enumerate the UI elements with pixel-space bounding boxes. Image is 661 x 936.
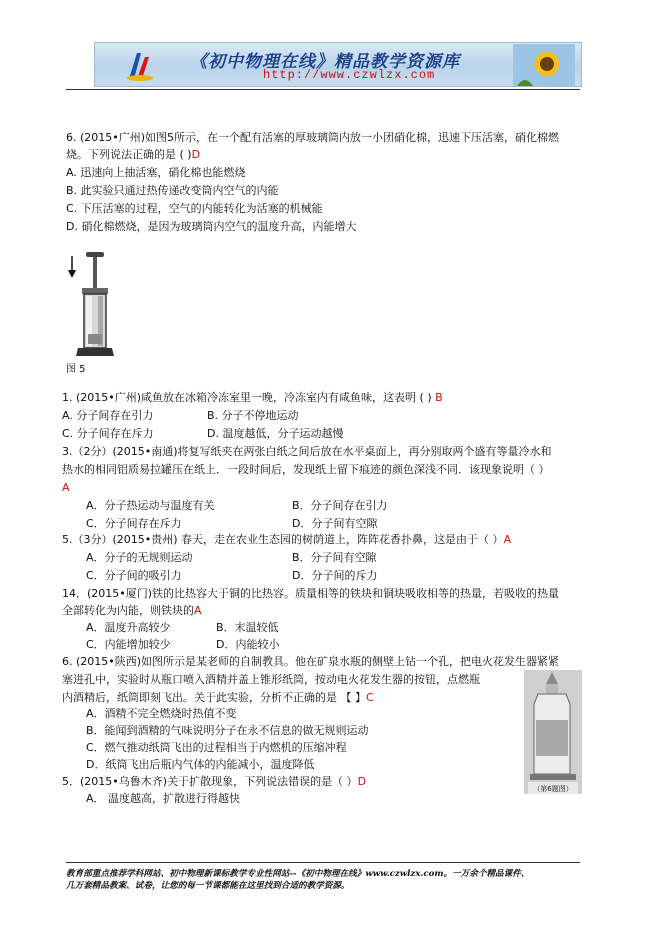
fig5-caption: 图 5 [66,364,86,375]
q1-option-b: B. 分子不停地运动 [207,409,299,422]
q3-line1: 3.（2分）(2015•南通)将复写纸夹在两张白纸之间后放在水平桌面上，再分别取两个盛有等量冷水和 [62,445,552,458]
q14-line1: 14．(2015•厦门)铁的比热容大于铜的比热容。质量相等的铁块和铜块吸收相等的热量，若吸收的热量 [62,587,560,600]
q6b-line2: 塞进孔中，实验时从瓶口喷入酒精并盖上锥形纸筒，按动电火花发生器的按钮，点燃瓶 [62,673,480,686]
q5b-option-a: A． 温度越高，扩散进行得越快 [86,792,241,805]
q5a-option-d: D．分子间的斥力 [292,569,378,582]
q3-line2: 热水的相同铝质易拉罐压在纸上．一段时间后，发现纸上留下痕迹的颜色深浅不同．该现象说明（ ） [62,463,550,476]
q3-option-a: A．分子热运动与温度有关 [86,499,215,512]
q14-line2: 全部转化为内能，则铁块的A [62,604,202,617]
q6b-line1: 6. (2015•陕西)如图所示是某老师的自制教具。他在矿泉水瓶的侧壁上钻一个孔，把电火花发生器紧紧 [62,655,560,668]
banner-url[interactable]: http://www.czwlzx.com [263,68,436,82]
footer-rule [66,862,580,863]
q5a-option-c: C．分子间的吸引力 [86,569,182,582]
q6b-option-d: D．纸筒飞出后瓶内气体的内能减小，温度降低 [86,758,315,771]
q6a-option-c: C. 下压活塞的过程，空气的内能转化为活塞的机械能 [66,202,323,215]
q6a-option-b: B. 此实验只通过热传递改变筒内空气的内能 [66,184,279,197]
q3-option-b: B．分子间存在引力 [292,499,388,512]
sunflower-icon [513,44,575,86]
logo-icon [125,49,155,81]
q3-option-d: D．分子间有空隙 [292,517,378,530]
q1-option-a: A. 分子间存在引力 [62,409,154,422]
q6a-line1: 6. (2015•广州)如图5所示，在一个配有活塞的厚玻璃筒内放一小团硝化棉，迅速下压活塞，硝化棉燃 [66,131,560,144]
q5a-line1: 5.（3分）(2015•贵州) 春天，走在农业生态园的树荫道上，阵阵花香扑鼻，这是由于（ ）A [62,533,512,546]
q5a-answer: A [503,533,512,546]
q6b-option-b: B．能闻到酒精的气味说明分子在永不信息的做无规则运动 [86,724,369,737]
q5b-line1: 5．(2015•乌鲁木齐)关于扩散现象，下列说法错误的是（ ）D [62,775,367,788]
q1-option-d: D. 温度越低，分子运动越慢 [207,427,344,440]
q6b-option-c: C．燃气推动纸筒飞出的过程相当于内燃机的压缩冲程 [86,741,347,754]
q14-option-b: B．末温较低 [216,621,279,634]
banner-title: 《初中物理在线》精品教学资源库 [190,52,460,72]
header-banner [94,42,582,87]
q6b-option-a: A．酒精不完全燃烧时热值不变 [86,707,237,720]
glass-cylinder-figure [64,252,118,362]
footer-line1: 教育部重点推荐学科网站、初中物理新课标教学专业性网站--《初中物理在线》www.czwlzx.com。一万余个精品课件、 [66,869,530,879]
fig6-caption: （第6题图） [533,785,573,793]
footer-line2: 几万套精品教案、试卷，让您的每一节课都能在这里找到合适的教学资源。 [66,881,350,891]
q3-option-c: C．分子间存在斥力 [86,517,182,530]
q6b-line3: 内酒精后，纸筒即刻飞出。关于此实验，分析不正确的是 【 】C [62,691,374,704]
q5b-answer: D [357,775,367,788]
q3-answer: A [62,481,70,494]
q6a-line2: 烧。下列说法正确的是 ( )D [66,148,201,161]
q1-line1: 1. (2015•广州)咸鱼放在冰箱冷冻室里一晚，冷冻室内有咸鱼味，这表明 ( ) B [62,391,443,404]
q14-option-d: D．内能较小 [216,638,280,651]
q5a-option-a: A．分子的无规则运动 [86,551,193,564]
q14-answer: A [194,604,202,617]
q6b-answer: C [366,691,374,704]
q5a-option-b: B．分子间有空隙 [292,551,377,564]
q1-option-c: C. 分子间存在斥力 [62,427,154,440]
q14-option-c: C．内能增加较少 [86,638,171,651]
q6a-option-a: A. 迅速向上抽活塞，硝化棉也能燃烧 [66,166,246,179]
q6a-option-d: D. 硝化棉燃烧，是因为玻璃筒内空气的温度升高，内能增大 [66,220,357,233]
q14-option-a: A．温度升高较少 [86,621,171,634]
q1-answer: B [435,391,443,404]
header-rule [66,89,580,90]
bottle-figure [524,670,582,794]
q6a-answer: D [191,148,201,161]
